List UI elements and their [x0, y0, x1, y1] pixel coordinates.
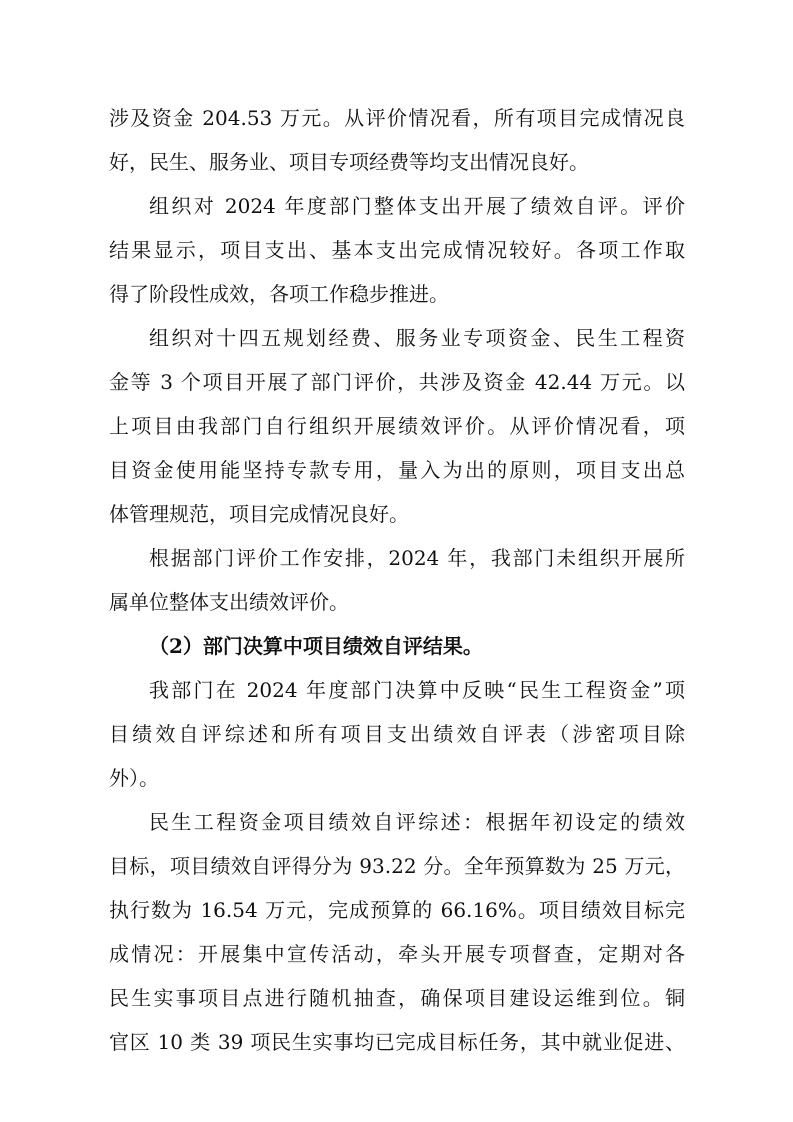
section-heading: （2）部门决算中项目绩效自评结果。 [149, 634, 483, 658]
text-line: 目资金使用能坚持专款专用，量入为出的原则，项目支出总 [109, 458, 685, 482]
text-line: 外）。 [109, 766, 159, 790]
text-line: 根据部门评价工作安排，2024 年，我部门未组织开展所 [149, 546, 685, 570]
text-line: 结果显示，项目支出、基本支出完成情况较好。各项工作取 [109, 238, 685, 262]
text-line: 民生工程资金项目绩效自评综述：根据年初设定的绩效 [149, 810, 685, 834]
text-line: 成情况：开展集中宣传活动，牵头开展专项督查，定期对各 [109, 942, 685, 966]
text-line: 好，民生、服务业、项目专项经费等均支出情况良好。 [109, 150, 589, 174]
text-line: 体管理规范，项目完成情况良好。 [109, 502, 409, 526]
text-line: 我部门在 2024 年度部门决算中反映“民生工程资金”项 [149, 678, 685, 702]
text-line: 金等 3 个项目开展了部门评价，共涉及资金 42.44 万元。以 [109, 370, 685, 394]
text-line: 组织对 2024 年度部门整体支出开展了绩效自评。评价 [149, 194, 685, 218]
text-line: 民生实事项目点进行随机抽查，确保项目建设运维到位。铜 [109, 986, 685, 1010]
text-line: 上项目由我部门自行组织开展绩效评价。从评价情况看，项 [109, 414, 685, 438]
text-line: 执行数为 16.54 万元，完成预算的 66.16%。项目绩效目标完 [109, 898, 685, 922]
text-line: 得了阶段性成效，各项工作稳步推进。 [109, 282, 449, 306]
text-line: 官区 10 类 39 项民生实事均已完成目标任务，其中就业促进、 [109, 1030, 685, 1054]
text-line: 目标，项目绩效自评得分为 93.22 分。全年预算数为 25 万元， [109, 854, 685, 878]
text-line: 组织对十四五规划经费、服务业专项资金、民生工程资 [149, 326, 685, 350]
text-line: 属单位整体支出绩效评价。 [109, 590, 349, 614]
text-line: 涉及资金 204.53 万元。从评价情况看，所有项目完成情况良 [109, 106, 685, 130]
text-line: 目绩效自评综述和所有项目支出绩效自评表（涉密项目除 [109, 722, 685, 746]
